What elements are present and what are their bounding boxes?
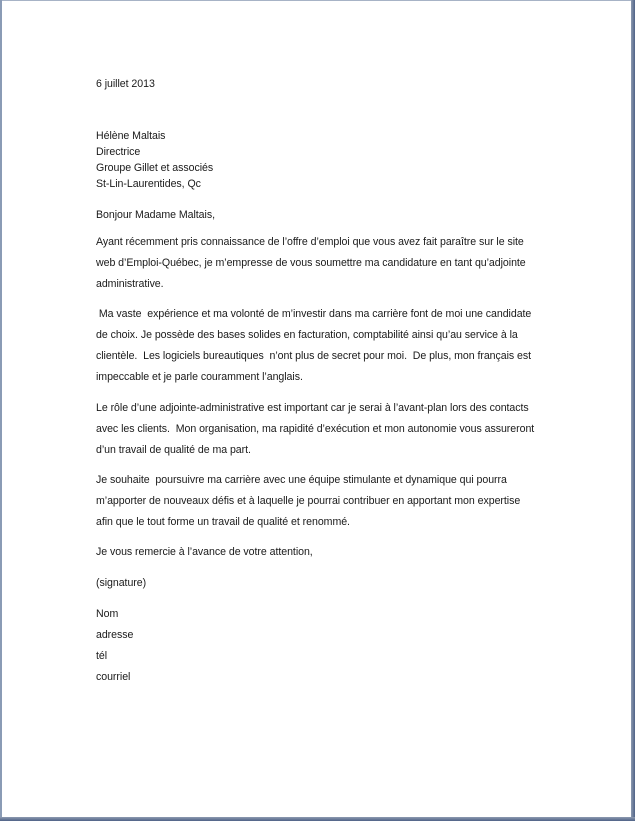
sender-phone: tél [96, 650, 108, 662]
recipient-title: Directrice [96, 146, 141, 158]
recipient-name: Hélène Maltais [96, 130, 166, 142]
paragraph-2-line-4: impeccable et je parle couramment l’anglais. [96, 371, 303, 383]
closing: Je vous remercie à l’avance de votre attention, [96, 546, 313, 558]
signature-placeholder: (signature) [96, 577, 147, 589]
paragraph-4-line-2: m’apporter de nouveaux défis et à laquelle je pourrai contribuer en apportant mon expertise [96, 495, 521, 507]
paragraph-3-line-3: d’un travail de qualité de ma part. [96, 444, 251, 456]
sender-email: courriel [96, 671, 131, 683]
page-shadow-right [631, 0, 635, 821]
sender-name: Nom [96, 608, 119, 620]
paragraph-3-line-2: avec les clients. Mon organisation, ma rapidité d’exécution et mon autonomie vous assureront [96, 423, 535, 435]
paragraph-1-line-3: administrative. [96, 278, 164, 290]
page-border-top [0, 0, 635, 1]
paragraph-1-line-1: Ayant récemment pris connaissance de l’offre d’emploi que vous avez fait paraître sur le site [96, 236, 524, 248]
page-shadow-bottom [0, 817, 635, 821]
paragraph-2-line-3: clientèle. Les logiciels bureautiques n’ont plus de secret pour moi. De plus, mon français est [96, 350, 532, 362]
paragraph-1-line-2: web d’Emploi-Québec, je m’empresse de vous soumettre ma candidature en tant qu’adjointe [96, 257, 526, 269]
letter-date: 6 juillet 2013 [96, 78, 155, 90]
greeting: Bonjour Madame Maltais, [96, 209, 215, 221]
recipient-company: Groupe Gillet et associés [96, 162, 214, 174]
recipient-city: St-Lin-Laurentides, Qc [96, 178, 201, 190]
paragraph-2-line-2: de choix. Je possède des bases solides en facturation, comptabilité ainsi qu’au service à la [96, 329, 518, 341]
paragraph-4-line-1: Je souhaite poursuivre ma carrière avec une équipe stimulante et dynamique qui pourra [96, 474, 507, 486]
sender-address: adresse [96, 629, 134, 641]
page-border-left [0, 0, 2, 821]
paragraph-2-line-1: Ma vaste expérience et ma volonté de m’investir dans ma carrière font de moi une candidate [96, 308, 532, 320]
paragraph-4-line-3: afin que le tout forme un travail de qualité et renommé. [96, 516, 350, 528]
paragraph-3-line-1: Le rôle d’une adjointe-administrative est important car je serai à l’avant-plan lors des contacts [96, 402, 529, 414]
